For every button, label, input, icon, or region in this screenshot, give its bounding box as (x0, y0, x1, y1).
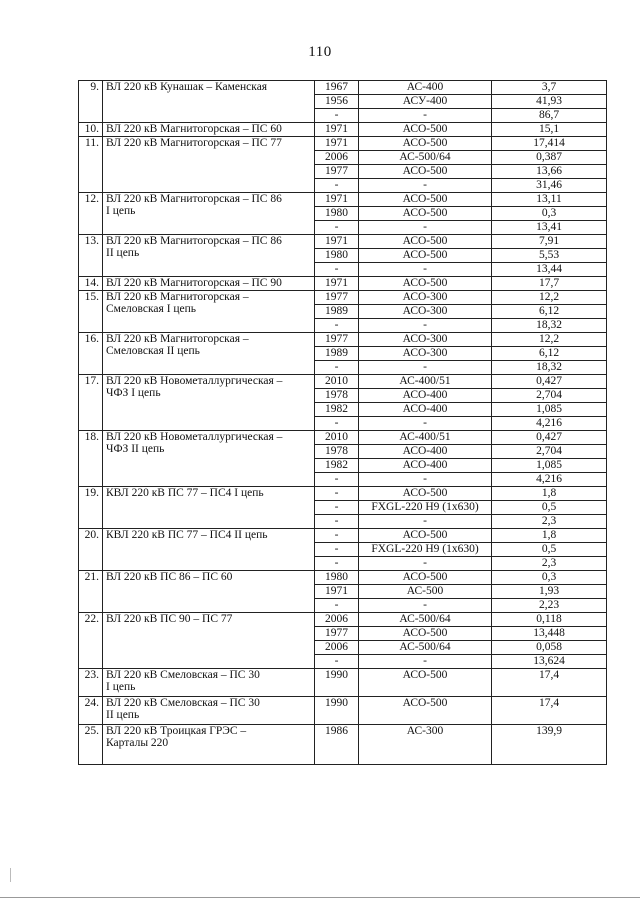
commission-year: 2006 (315, 151, 359, 165)
line-length: 6,12 (492, 305, 607, 319)
line-length: 31,46 (492, 179, 607, 193)
line-name: ВЛ 220 кВ Магнитогорская – ПС 90 (103, 277, 315, 291)
wire-type: АСО-500 (359, 697, 492, 725)
commission-year: - (315, 361, 359, 375)
commission-year: 2010 (315, 431, 359, 445)
commission-year: - (315, 599, 359, 613)
row-number: 10. (79, 123, 103, 137)
line-length: 13,44 (492, 263, 607, 277)
line-name: ВЛ 220 кВ Магнитогорская – ПС 60 (103, 123, 315, 137)
commission-year: 1977 (315, 165, 359, 179)
wire-type: - (359, 417, 492, 431)
row-number: 14. (79, 277, 103, 291)
wire-type: FXGL-220 H9 (1x630) (359, 501, 492, 515)
commission-year: 1990 (315, 697, 359, 725)
line-name: ВЛ 220 кВ Магнитогорская – ПС 86 II цепь (103, 235, 315, 277)
wire-type: АС-400/51 (359, 431, 492, 445)
line-length: 5,53 (492, 249, 607, 263)
table-row (79, 81, 607, 95)
table-row (79, 697, 607, 725)
wire-type: АС-400/51 (359, 375, 492, 389)
wire-type: - (359, 473, 492, 487)
commission-year: - (315, 109, 359, 123)
commission-year: 1971 (315, 585, 359, 599)
line-length: 17,4 (492, 669, 607, 697)
line-length: 0,5 (492, 543, 607, 557)
line-name: ВЛ 220 кВ Магнитогорская – ПС 86 I цепь (103, 193, 315, 235)
commission-year: - (315, 515, 359, 529)
line-length: 0,058 (492, 641, 607, 655)
commission-year: 1971 (315, 123, 359, 137)
line-length: 18,32 (492, 319, 607, 333)
commission-year: 1982 (315, 459, 359, 473)
line-length: 17,4 (492, 697, 607, 725)
commission-year: - (315, 487, 359, 501)
commission-year: 1980 (315, 249, 359, 263)
wire-type: FXGL-220 H9 (1x630) (359, 543, 492, 557)
line-length: 1,8 (492, 487, 607, 501)
line-length: 3,7 (492, 81, 607, 95)
wire-type: АСО-500 (359, 571, 492, 585)
commission-year: 2006 (315, 641, 359, 655)
table-row (79, 291, 607, 305)
wire-type: АСО-500 (359, 249, 492, 263)
line-name: ВЛ 220 кВ Смеловская – ПС 30 II цепь (103, 697, 315, 725)
wire-type: АС-300 (359, 725, 492, 765)
table-row (79, 235, 607, 249)
wire-type: - (359, 515, 492, 529)
wire-type: АСО-500 (359, 207, 492, 221)
commission-year: - (315, 263, 359, 277)
line-name: ВЛ 220 кВ ПС 86 – ПС 60 (103, 571, 315, 613)
wire-type: - (359, 361, 492, 375)
commission-year: 2006 (315, 613, 359, 627)
line-length: 2,23 (492, 599, 607, 613)
line-length: 1,085 (492, 403, 607, 417)
line-length: 2,704 (492, 445, 607, 459)
line-length: 2,704 (492, 389, 607, 403)
commission-year: - (315, 529, 359, 543)
row-number: 17. (79, 375, 103, 431)
table-row (79, 529, 607, 543)
commission-year: 1990 (315, 669, 359, 697)
wire-type: АСО-500 (359, 529, 492, 543)
table-row (79, 137, 607, 151)
commission-year: - (315, 543, 359, 557)
commission-year: 1989 (315, 305, 359, 319)
wire-type: АСО-500 (359, 627, 492, 641)
line-length: 15,1 (492, 123, 607, 137)
line-length: 12,2 (492, 291, 607, 305)
table-row (79, 487, 607, 501)
line-name: ВЛ 220 кВ Новометаллургическая – ЧФЗ II цепь (103, 431, 315, 487)
wire-type: АСО-500 (359, 165, 492, 179)
line-length: 1,93 (492, 585, 607, 599)
wire-type: АСО-500 (359, 669, 492, 697)
line-length: 18,32 (492, 361, 607, 375)
line-name: ВЛ 220 кВ ПС 90 – ПС 77 (103, 613, 315, 669)
commission-year: 1982 (315, 403, 359, 417)
line-name: ВЛ 220 кВ Троицкая ГРЭС – Карталы 220 (103, 725, 315, 765)
line-name: ВЛ 220 кВ Кунашак – Каменская (103, 81, 315, 123)
line-name: ВЛ 220 кВ Новометаллургическая – ЧФЗ I цепь (103, 375, 315, 431)
commission-year: 1967 (315, 81, 359, 95)
table-row (79, 725, 607, 765)
line-length: 12,2 (492, 333, 607, 347)
line-name: ВЛ 220 кВ Смеловская – ПС 30 I цепь (103, 669, 315, 697)
line-length: 0,118 (492, 613, 607, 627)
wire-type: АС-400 (359, 81, 492, 95)
row-number: 13. (79, 235, 103, 277)
wire-type: АСО-300 (359, 291, 492, 305)
line-name: ВЛ 220 кВ Магнитогорская – Смеловская II цепь (103, 333, 315, 375)
page-number: 110 (308, 44, 332, 60)
line-length: 1,8 (492, 529, 607, 543)
wire-type: АС-500/64 (359, 641, 492, 655)
commission-year: - (315, 655, 359, 669)
wire-type: - (359, 319, 492, 333)
commission-year: - (315, 319, 359, 333)
row-number: 16. (79, 333, 103, 375)
table-row (79, 669, 607, 697)
bottom-rule (0, 897, 640, 898)
wire-type: АСО-400 (359, 445, 492, 459)
commission-year: 1971 (315, 193, 359, 207)
commission-year: 1978 (315, 445, 359, 459)
commission-year: 1977 (315, 291, 359, 305)
wire-type: АСО-400 (359, 403, 492, 417)
wire-type: АС-500/64 (359, 613, 492, 627)
commission-year: 1986 (315, 725, 359, 765)
row-number: 25. (79, 725, 103, 765)
wire-type: АСО-500 (359, 487, 492, 501)
line-length: 7,91 (492, 235, 607, 249)
wire-type: АСО-400 (359, 459, 492, 473)
line-length: 17,7 (492, 277, 607, 291)
table-row (79, 431, 607, 445)
line-length: 13,41 (492, 221, 607, 235)
wire-type: АСУ-400 (359, 95, 492, 109)
commission-year: 1971 (315, 235, 359, 249)
wire-type: АСО-300 (359, 347, 492, 361)
commission-year: 1977 (315, 333, 359, 347)
row-number: 24. (79, 697, 103, 725)
line-length: 139,9 (492, 725, 607, 765)
table-row (79, 333, 607, 347)
margin-mark (10, 868, 17, 882)
wire-type: АСО-500 (359, 235, 492, 249)
commission-year: - (315, 501, 359, 515)
wire-type: АСО-500 (359, 277, 492, 291)
commission-year: 1978 (315, 389, 359, 403)
line-length: 4,216 (492, 417, 607, 431)
commission-year: - (315, 417, 359, 431)
commission-year: 1977 (315, 627, 359, 641)
commission-year: - (315, 221, 359, 235)
row-number: 11. (79, 137, 103, 193)
line-length: 17,414 (492, 137, 607, 151)
line-name: ВЛ 220 кВ Магнитогорская – ПС 77 (103, 137, 315, 193)
line-length: 13,11 (492, 193, 607, 207)
line-length: 13,448 (492, 627, 607, 641)
row-number: 9. (79, 81, 103, 123)
wire-type: АСО-500 (359, 137, 492, 151)
table-body (79, 81, 607, 765)
wire-type: АС-500 (359, 585, 492, 599)
commission-year: - (315, 179, 359, 193)
commission-year: 1971 (315, 277, 359, 291)
line-length: 0,427 (492, 375, 607, 389)
line-name: КВЛ 220 кВ ПС 77 – ПС4 I цепь (103, 487, 315, 529)
wire-type: - (359, 109, 492, 123)
table-row (79, 613, 607, 627)
wire-type: АСО-300 (359, 305, 492, 319)
commission-year: - (315, 473, 359, 487)
line-length: 86,7 (492, 109, 607, 123)
wire-type: - (359, 221, 492, 235)
transmission-lines-table (78, 80, 607, 765)
table-row (79, 193, 607, 207)
line-length: 6,12 (492, 347, 607, 361)
commission-year: 1980 (315, 207, 359, 221)
wire-type: АСО-300 (359, 333, 492, 347)
line-name: ВЛ 220 кВ Магнитогорская – Смеловская I цепь (103, 291, 315, 333)
line-length: 1,085 (492, 459, 607, 473)
line-length: 0,427 (492, 431, 607, 445)
row-number: 15. (79, 291, 103, 333)
wire-type: - (359, 655, 492, 669)
commission-year: 1989 (315, 347, 359, 361)
line-length: 41,93 (492, 95, 607, 109)
table-row (79, 571, 607, 585)
row-number: 22. (79, 613, 103, 669)
commission-year: 1980 (315, 571, 359, 585)
row-number: 20. (79, 529, 103, 571)
row-number: 18. (79, 431, 103, 487)
commission-year: 2010 (315, 375, 359, 389)
table-row (79, 277, 607, 291)
line-length: 2,3 (492, 515, 607, 529)
row-number: 12. (79, 193, 103, 235)
line-length: 0,3 (492, 571, 607, 585)
line-name: КВЛ 220 кВ ПС 77 – ПС4 II цепь (103, 529, 315, 571)
table-row (79, 375, 607, 389)
wire-type: - (359, 557, 492, 571)
wire-type: АСО-400 (359, 389, 492, 403)
wire-type: - (359, 263, 492, 277)
row-number: 21. (79, 571, 103, 613)
line-length: 4,216 (492, 473, 607, 487)
line-length: 0,5 (492, 501, 607, 515)
line-length: 13,66 (492, 165, 607, 179)
line-length: 13,624 (492, 655, 607, 669)
table-row (79, 123, 607, 137)
row-number: 19. (79, 487, 103, 529)
commission-year: 1956 (315, 95, 359, 109)
commission-year: - (315, 557, 359, 571)
wire-type: - (359, 179, 492, 193)
line-length: 0,3 (492, 207, 607, 221)
wire-type: АСО-500 (359, 123, 492, 137)
line-length: 2,3 (492, 557, 607, 571)
row-number: 23. (79, 669, 103, 697)
wire-type: АСО-500 (359, 193, 492, 207)
line-length: 0,387 (492, 151, 607, 165)
commission-year: 1971 (315, 137, 359, 151)
wire-type: АС-500/64 (359, 151, 492, 165)
wire-type: - (359, 599, 492, 613)
